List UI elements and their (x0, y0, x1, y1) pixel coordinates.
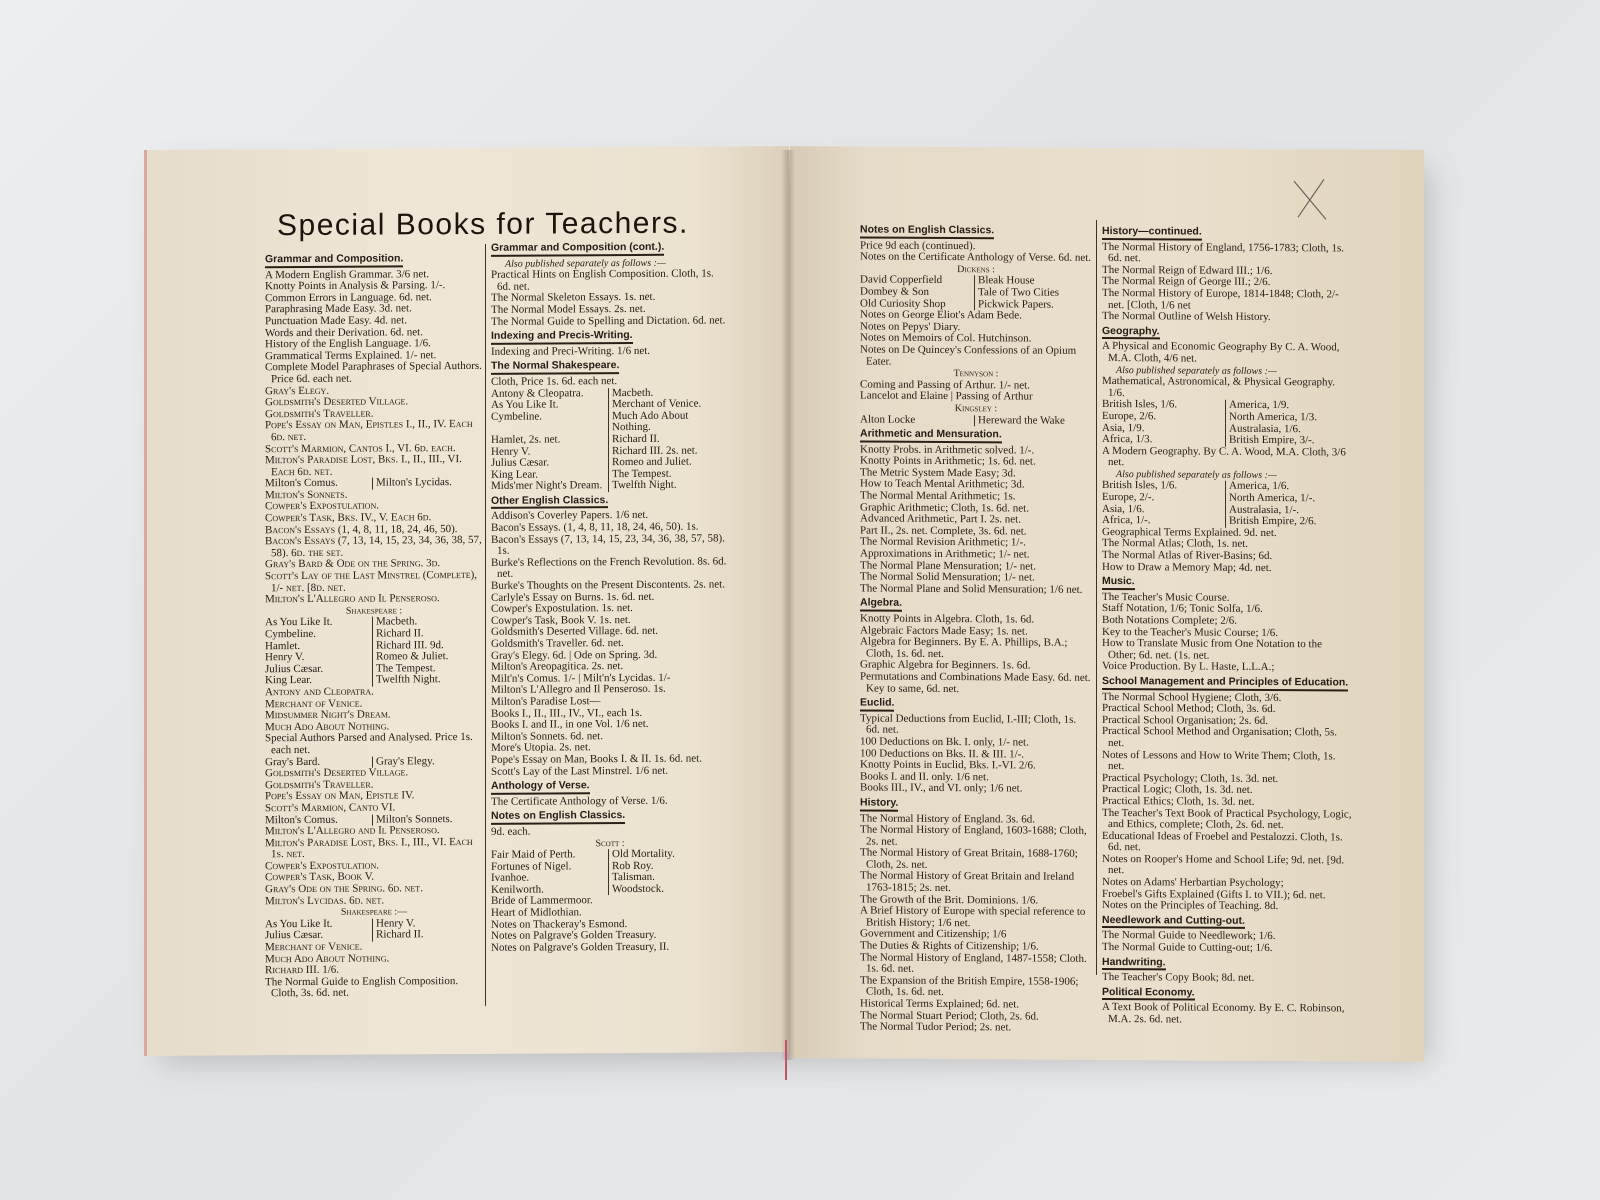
list-item: British Isles, 1/6. (1102, 479, 1178, 492)
heading-row (491, 777, 729, 797)
list-item: Notes on Rooper's Home and School Life; 9d. net. [9d. net. (1102, 852, 1345, 877)
list-item: The Normal Skeleton Essays. 1s. net. (491, 291, 656, 305)
list-item: Notes on the Certificate Anthology of Verse. 6d. net. (860, 250, 1092, 265)
list-item: The Normal History of Great Britain and Ireland 1763-1815; 2s. net. (860, 869, 1075, 895)
list-item: Fair Maid of Perth. (491, 848, 576, 861)
heading-row (1102, 673, 1352, 693)
heading-row (491, 807, 729, 827)
list-item: Cowper's Expostulation. (265, 500, 379, 513)
list-item: Goldsmith's Traveller. (265, 778, 374, 791)
list-item: As You Like It. (491, 398, 559, 411)
list-item: Notes on the Principles of Teaching. 8d. (1102, 899, 1279, 913)
list-item: The Normal Mental Arithmetic; 1s. (860, 489, 1016, 503)
left-page (144, 146, 789, 1056)
list-item: Practical Logic; Cloth, 1s. 3d. net. (1102, 783, 1253, 797)
list-item: Romeo & Juliet. (372, 651, 483, 663)
list-item: Graphic Algebra for Beginners. 1s. 6d. (860, 658, 1031, 672)
heading-row (860, 695, 1092, 715)
list-item: Bride of Lammermoor. (491, 894, 593, 908)
list-item: Practical Ethics; Cloth, 1s. 3d. net. (1102, 794, 1255, 808)
list-item: The Normal Tudor Period; 2s. net. (860, 1020, 1012, 1034)
list-item: The Normal Reign of George III.; 2/6. (1102, 275, 1271, 289)
list-item: Macbeth. (608, 387, 729, 399)
list-item: The Normal Outline of Welsh History. (1102, 310, 1271, 324)
list-item: 100 Deductions on Bks. II. & III. 1/-. (860, 747, 1025, 761)
list-item: Cymbeline. (265, 627, 317, 641)
list-item: The Normal Reign of Edward III.; 1/6. (1102, 263, 1273, 277)
section-heading: Algebra. (860, 598, 902, 612)
list-item: Richard II. (372, 628, 483, 640)
section-heading: History—continued. (1102, 226, 1202, 240)
list-item: Henry V. (491, 445, 531, 458)
list-item: Milton's Lycidas. (372, 477, 483, 489)
list-item: Also published separately as follows :— (1116, 364, 1277, 377)
list-item: The Normal Guide to Cutting-out; 1/6. (1102, 941, 1273, 955)
list-item: Practical Psychology; Cloth, 1s. 3d. net. (1102, 771, 1279, 785)
list-item: Books I. and II. only. 1/6 net. (860, 770, 989, 783)
list-item: The Normal History of England, 1603-1688; Cloth, 2s. net. (860, 823, 1087, 848)
list-item: The Normal Guide to English Composition. Cloth, 3s. 6d. net. (265, 974, 459, 1000)
column-1 (265, 250, 483, 1000)
list-item: The Teacher's Copy Book; 8d. net. (1102, 971, 1255, 985)
book-gutter (781, 150, 795, 1060)
list-item: Milton's Paradise Lost, Bks. I., III., VI. Each 1s. net. (265, 835, 473, 861)
list-item: Coming and Passing of Arthur. 1/- net. (860, 378, 1030, 392)
list-item: As You Like It. (265, 917, 333, 931)
section-heading: History. (860, 797, 898, 811)
list-item: Scott's Lay of the Last Minstrel. 1/6 net. (491, 764, 669, 778)
list-item: Notes of Lessons and How to Write Them; Cloth, 1s. net. (1102, 748, 1336, 773)
list-item: Rob Roy. (608, 860, 729, 872)
list-item: Mids'mer Night's Dream. (491, 479, 603, 493)
list-item: Talisman. (608, 872, 729, 884)
list-item: Books I., II., III., IV., VI., each 1s. (491, 706, 643, 720)
list-item: History of the English Language. 1/6. (265, 337, 431, 351)
list-item: Voice Production. By L. Haste, L.L.A.; (1102, 660, 1275, 674)
list-item: The Expansion of the British Empire, 1558-1906; Cloth, 1s. 6d. net. (860, 974, 1079, 999)
section-heading: Indexing and Precis-Writing. (491, 330, 633, 344)
list-item: Government and Citizenship; 1/6 (860, 927, 1007, 941)
list-item: Gray's Elegy. (372, 755, 483, 767)
list-item: Bacon's Essays (1, 4, 8, 11, 18, 24, 46, 50). (265, 522, 458, 536)
section-heading: Arithmetic and Mensuration. (860, 429, 1002, 443)
list-item: King Lear. (491, 468, 539, 481)
section-heading: Anthology of Verse. (491, 780, 590, 794)
list-item: Milton's Comus. (265, 477, 338, 490)
column-divider (1096, 220, 1097, 975)
list-item: Knotty Probs. in Arithmetic solved. 1/-. (860, 443, 1035, 457)
list-item: Cowper's Expostulation. 1s. net. (491, 602, 633, 616)
list-item: Hereward the Wake (974, 415, 1092, 427)
list-item: Practical School Organisation; 2s. 6d. (1102, 713, 1268, 727)
list-item: Permutations and Combinations Made Easy. 6d. net. Key to same, 6d. net. (860, 670, 1091, 695)
list-item: Much Ado About Nothing. (265, 952, 390, 965)
list-item: Lancelot and Elaine | Passing of Arthur (860, 389, 1033, 403)
list-item: Shakespeare :— (340, 906, 408, 919)
list-item: Bacon's Essays (7, 13, 14, 15, 23, 34, 36, 38, 57, 58). 6d. the set. (265, 534, 482, 560)
list-item: Africa, 1/-. (1102, 514, 1151, 527)
list-item: Burke's Reflections on the French Revolution. 8s. 6d. net. (491, 555, 727, 581)
list-item: Milton's Lycidas. 6d. net. (265, 894, 385, 907)
list-item: Ivanhoe. (491, 871, 530, 885)
section-heading: Euclid. (860, 698, 894, 712)
list-item: Merchant of Venice. (265, 940, 363, 954)
list-item: Goldsmith's Deserted Village. (265, 395, 409, 409)
list-item: Milton's L'Allegro and Il Penseroso. (265, 592, 440, 606)
list-item: Scott's Marmion, Cantos I., VI. 6d. each. (265, 441, 456, 455)
list-item: Practical School Method and Organisation; Cloth, 5s. net. (1102, 725, 1338, 750)
list-item: How to Draw a Memory Map; 4d. net. (1102, 560, 1272, 574)
list-item: Cowper's Task, Bks. IV., V. Each 6d. (265, 511, 432, 525)
list-item: British Isles, 1/6. (1102, 398, 1178, 411)
list-item: Approximations in Arithmetic; 1/- net. (860, 547, 1030, 561)
list-item: Cowper's Task, Book V. 1s. net. (491, 613, 631, 627)
list-item: Graphic Arithmetic; Cloth, 1s. 6d. net. (860, 501, 1029, 515)
list-item: Heart of Midlothian. (491, 906, 582, 919)
list-item: Paraphrasing Made Easy. 3d. net. (265, 302, 412, 316)
heading-row (491, 491, 729, 511)
list-item: Notes on Memoirs of Col. Hutchinson. (860, 331, 1032, 345)
list-item: Goldsmith's Traveller. (265, 407, 374, 420)
list-item: The Normal History of Europe, 1814-1848; Cloth, 2/- net. [Cloth, 1/6 net (1102, 286, 1339, 312)
list-item: How to Teach Mental Arithmetic; 3d. (860, 477, 1025, 491)
list-item: Milton's Sonnets. (372, 813, 483, 825)
list-item: Complete Model Paraphrases of Special Authors. Price 6d. each net. (265, 360, 482, 386)
list-item: Both Notations Complete; 2/6. (1102, 613, 1238, 627)
list-item: Practical School Method; Cloth, 3s. 6d. (1102, 702, 1276, 716)
list-item: Goldsmith's Deserted Village. (265, 766, 409, 780)
list-item: The Normal Solid Mensuration; 1/- net. (860, 570, 1035, 584)
list-item: The Growth of the Brit. Dominions. 1/6. (860, 893, 1039, 907)
list-item: Alton Locke (860, 412, 916, 426)
list-item: Richard II. (372, 929, 483, 941)
list-item: The Duties & Rights of Citizenship; 1/6. (860, 939, 1039, 953)
list-item: Milton's Paradise Lost, Bks. I., II., III., VI. Each 6d. net. (265, 453, 462, 478)
list-item: Cloth, Price 1s. 6d. each net. (491, 375, 618, 388)
list-item: As You Like It. (265, 616, 333, 629)
list-item: The Normal Atlas; Cloth, 1s. net. (1102, 537, 1249, 551)
list-item: Cymbeline. (491, 410, 543, 423)
heading-row (491, 238, 729, 258)
column-3 (860, 221, 1092, 1034)
section-heading: Political Economy. (1102, 987, 1195, 1001)
list-pair (491, 480, 729, 493)
list-item: The Tempest. (608, 468, 729, 480)
list-item: Scott's Marmion, Canto VI. (265, 801, 396, 815)
list-item: More's Utopia. 2s. net. (491, 741, 591, 755)
heading-row (860, 221, 1092, 241)
list-item: Gray's Elegy. 6d. | Ode on Spring. 3d. (491, 648, 658, 662)
list-item: Antony and Cleopatra. (265, 685, 374, 699)
list-item: Cowper's Expostulation. (265, 859, 379, 873)
section-heading: Grammar and Composition. (265, 253, 403, 267)
list-item: Typical Deductions from Euclid, I.-III; Cloth, 1s. 6d. net. (860, 712, 1077, 737)
list-item: Bacon's Essays. (1, 4, 8, 11, 18, 24, 46, 50). 1s. (491, 520, 699, 534)
list-item: Part II., 2s. net. Complete, 3s. 6d. net. (860, 524, 1027, 538)
list-item: Africa, 1/3. (1102, 433, 1153, 446)
list-item: British Empire, 2/6. (1225, 516, 1352, 528)
list-item: Europe, 2/6. (1102, 409, 1157, 423)
list-item: Hamlet. (265, 639, 301, 652)
section-heading: Handwriting. (1102, 957, 1166, 971)
list-item: Old Mortality. (608, 848, 729, 860)
list-item: The Normal Plane Mensuration; 1/- net. (860, 559, 1036, 573)
list-item: Tale of Two Cities (974, 287, 1092, 299)
list-item: The Normal Stuart Period; Cloth, 2s. 6d. (860, 1009, 1039, 1023)
list-item: British Empire, 3/-. (1225, 435, 1352, 447)
list-item: King Lear. (265, 674, 313, 687)
list-item: Books I. and II., in one Vol. 1/6 net. (491, 718, 649, 732)
list-item: Kenilworth. (491, 883, 544, 896)
list-item: Scott's Lay of the Last Minstrel (Complete), 1/- net. [8d. net. (265, 568, 478, 594)
list-item: Kingsley : (954, 402, 998, 415)
list-item: Knotty Points in Arithmetic; 1s. 6d. net. (860, 454, 1036, 468)
list-item: Old Curiosity Shop (860, 297, 946, 310)
list-item: Woodstock. (608, 883, 729, 895)
list-item: Knotty Points in Analysis & Parsing. 1/-. (265, 279, 446, 293)
list-item: Dickens : (957, 263, 995, 276)
list-item: Dombey & Son (860, 285, 930, 298)
section-heading: Geography. (1102, 326, 1160, 340)
list-item: America, 1/6. (1225, 481, 1352, 493)
list-item: Bleak House (974, 276, 1092, 288)
list-item: Goldsmith's Deserted Village. 6d. net. (491, 625, 659, 639)
list-item: The Normal History of Great Britain, 1688-1760; Cloth, 2s. net. (860, 846, 1078, 871)
list-item: Grammatical Terms Explained. 1/- net. (265, 348, 437, 362)
list-item: Punctuation Made Easy. 4d. net. (265, 314, 407, 328)
section-heading: Notes on English Classics. (491, 810, 625, 824)
page-title: Special Books for Teachers. (277, 206, 689, 243)
list-item: Notes on De Quincey's Confessions of an Opium Eater. (860, 343, 1077, 368)
list-item: Froebel's Gifts Explained (Gifts I. to VII.); 6d. net. (1102, 887, 1326, 901)
list-item: Milton's Paradise Lost— (491, 695, 601, 708)
list-item: Notes on Adams' Herbartian Psychology; (1102, 876, 1284, 890)
list-item: A Brief History of Europe with special reference to British History; 1/6 net. (860, 904, 1086, 930)
list-item: 9d. each. (491, 825, 531, 838)
list-item: The Teacher's Music Course. (1102, 590, 1230, 604)
list-item: Gray's Ode on the Spring. 6d. net. (265, 882, 423, 896)
list-item: Julius Cæsar. (265, 929, 324, 942)
list-item: North America, 1/3. (1225, 412, 1352, 424)
list-item: Much Ado About Nothing. (608, 410, 729, 434)
list-item: The Normal History of England. 3s. 6d. (860, 811, 1036, 826)
list-item: The Normal History of England, 1487-1558; Cloth. 1s. 6d. net. (860, 951, 1087, 976)
list-item: The Certificate Anthology of Verse. 1/6. (491, 794, 668, 808)
list-item: David Copperfield (860, 273, 943, 287)
list-item: Milton's Comus. (265, 813, 338, 826)
list-item: Historical Terms Explained; 6d. net. (860, 997, 1020, 1011)
list-item: The Normal Model Essays. 2s. net. (491, 302, 646, 316)
list-item: Burke's Thoughts on the Present Discontents. 2s. net. (491, 578, 725, 592)
section-heading: Needlework and Cutting-out. (1102, 915, 1245, 929)
list-item: Notes on Pepys' Diary. (860, 320, 961, 333)
list-item: Price 9d each (continued). (860, 239, 976, 252)
list-item: Asia, 1/9. (1102, 421, 1145, 434)
list-item: Pope's Essay on Man, Epistles I., II., IV. Each 6d. net. (265, 418, 473, 444)
list-item: Julius Cæsar. (265, 662, 324, 676)
list-item: Common Errors in Language. 6d. net. (265, 290, 432, 305)
list-item: Richard III. 2s. net. (608, 445, 729, 457)
list-item: Shakespeare : (345, 605, 403, 617)
list-item: Julius Cæsar. (491, 456, 550, 469)
list-item: Geographical Terms Explained. 9d. net. (1102, 525, 1277, 539)
list-item: 100 Deductions on Bk. I. only, 1/- net. (860, 735, 1029, 749)
list-item: Richard III. 1/6. (265, 963, 340, 977)
list-item: Merchant of Venice. (608, 399, 729, 411)
list-item: Tennyson : (953, 368, 999, 380)
list-item: Romeo and Juliet. (608, 456, 729, 468)
list-item: Macbeth. (372, 616, 483, 628)
list-item: The Teacher's Text Book of Practical Psychology, Logic, and Ethics, complete; Cloth, 2s. 6d. net. (1102, 806, 1352, 832)
section-heading: Notes on English Classics. (860, 224, 994, 238)
list-item: Books III., IV., and VI. only; 1/6 net. (860, 781, 1023, 795)
list-item: Asia, 1/6. (1102, 502, 1145, 515)
heading-row (265, 250, 483, 270)
list-item: Henry V. (265, 651, 305, 664)
heading-row (860, 426, 1092, 446)
list-item: The Normal History of England, 1756-1783; Cloth, 1s. 6d. net. (1102, 240, 1344, 265)
list-item: Pope's Essay on Man, Books I. & II. 1s. 6d. net. (491, 752, 702, 766)
list-item: Pickwick Papers. (974, 299, 1092, 311)
list-item: Antony & Cleopatra. (491, 386, 584, 400)
list-item: The Metric System Made Easy; 3d. (860, 466, 1016, 480)
column-4 (1102, 223, 1352, 1027)
list-item: Scott : (595, 837, 625, 849)
list-item: Milton's Sonnets. (265, 488, 348, 502)
list-item: Advanced Arithmetic, Part I. 2s. net. (860, 512, 1021, 526)
list-item: Mathematical, Astronomical, & Physical Geography. 1/6. (1102, 375, 1335, 399)
list-item: North America, 1/-. (1225, 493, 1352, 505)
list-item: Europe, 2/-. (1102, 491, 1155, 504)
heading-row (1102, 223, 1352, 243)
list-item: Knotty Points in Euclid, Bks. I.-VI. 2/6. (860, 758, 1036, 772)
list-item: Milt'n's Comus. 1/- | Milt'n's Lycidas. 1/- (491, 671, 671, 685)
list-item: Twelfth Night. (608, 480, 729, 492)
list-item: The Normal School Hygiene; Cloth, 3/6. (1102, 690, 1282, 704)
list-item: Richard III. 9d. (372, 639, 483, 651)
list-item: Hamlet, 2s. net. (491, 433, 561, 446)
list-item: Special Authors Parsed and Analysed. Price 1s. each net. (265, 731, 473, 757)
binding-thread (785, 1040, 787, 1080)
list-item: A Modern Geography. By C. A. Wood, M.A. Cloth, 3/6 net. (1102, 444, 1346, 469)
section-heading: Other English Classics. (491, 495, 608, 509)
list-item: The Tempest. (372, 663, 483, 675)
list-item: Notes on George Eliot's Adam Bede. (860, 308, 1022, 322)
list-item: Algebraic Factors Made Easy; 1s. net. (860, 624, 1028, 638)
list-item: Also published separately as follows :— (505, 257, 666, 270)
list-item: Much Ado About Nothing. (265, 720, 390, 733)
list-item: A Modern English Grammar. 3/6 net. (265, 267, 430, 281)
pencil-x-mark (1290, 177, 1330, 223)
list-item: Goldsmith's Traveller. 6d. net. (491, 637, 624, 650)
section-heading: Grammar and Composition (cont.). (491, 242, 664, 257)
list-item: Practical Hints on English Composition. Cloth, 1s. 6d. net. (491, 267, 714, 293)
list-item: Notes on Palgrave's Golden Treasury. (491, 929, 657, 943)
list-item: Cowper's Task, Book V. (265, 871, 375, 884)
section-heading: Music. (1102, 576, 1135, 590)
list-item: Milton's Areopagitica. 2s. net. (491, 660, 624, 674)
list-item: Key to the Teacher's Music Course; 1/6. (1102, 625, 1279, 639)
list-item: A Physical and Economic Geography By C. A. Wood, M.A. Cloth, 4/6 net. (1102, 340, 1340, 365)
list-item: Merchant of Venice. (265, 697, 363, 710)
list-item: Milton's Sonnets. 6d. net. (491, 729, 603, 743)
list-item: Addison's Coverley Papers. 1/6 net. (491, 509, 649, 523)
list-item: The Normal Atlas of River-Basins; 6d. (1102, 549, 1273, 563)
list-item: Gray's Bard. (265, 755, 321, 768)
list-item: Knotty Points in Algebra. Cloth, 1s. 6d. (860, 612, 1035, 626)
heading-row (491, 357, 729, 377)
heading-row (860, 794, 1092, 814)
list-item: A Text Book of Political Economy. By E. C. Robinson, M.A. 2s. 6d. net. (1102, 1001, 1345, 1026)
section-heading: School Management and Principles of Education. (1102, 676, 1348, 691)
list-item: The Normal Guide to Needlework; 1/6. (1102, 929, 1276, 943)
list-item: America, 1/9. (1225, 400, 1352, 412)
list-item: Twelfth Night. (372, 674, 483, 686)
list-item: Carlyle's Essay on Burns. 1s. 6d. net. (491, 590, 655, 604)
list-item: The Normal Revision Arithmetic; 1/-. (860, 535, 1026, 549)
list-item: The Normal Plane and Solid Mensuration; 1/6 net. (860, 582, 1083, 596)
list-item: How to Translate Music from One Notation to the Other; 6d. net. (1s. net. (1102, 637, 1322, 662)
list-item: Indexing and Preci-Writing. 1/6 net. (491, 344, 651, 358)
list-item: Staff Notation, 1/6; Tonic Solfa, 1/6. (1102, 602, 1263, 616)
list-item: Pope's Essay on Man, Epistle IV. (265, 789, 415, 803)
list-item: Words and their Derivation. 6d. net. (265, 325, 423, 339)
list-pair (491, 410, 729, 435)
list-item: Notes on Thackeray's Esmond. (491, 917, 628, 931)
list-item: Also published separately as follows :— (1116, 468, 1277, 481)
list-item: Milton's L'Allegro and Il Penseroso. 1s. (491, 683, 666, 697)
list-item: Henry V. (372, 918, 483, 930)
list-item: Gray's Bard & Ode on the Spring. 3d. (265, 557, 441, 571)
list-item: Milton's L'Allegro and Il Penseroso. (265, 824, 440, 838)
list-item: Educational Ideas of Froebel and Pestalozzi. Cloth, 1s. 6d. net. (1102, 829, 1343, 854)
list-item: Australasia, 1/6. (1225, 423, 1352, 435)
heading-row (491, 327, 729, 347)
list-item: Richard II. (608, 433, 729, 445)
list-item: Midsummer Night's Dream. (265, 708, 391, 722)
section-heading: The Normal Shakespeare. (491, 360, 619, 374)
list-item: Australasia, 1/-. (1225, 504, 1352, 516)
list-item: Notes on Palgrave's Golden Treasury, II. (491, 940, 670, 954)
column-2 (491, 238, 729, 954)
list-item: Gray's Elegy. (265, 384, 330, 397)
list-item: Fortunes of Nigel. (491, 860, 572, 873)
list-item: Bacon's Essays (7, 13, 14, 15, 23, 34, 36, 38, 57, 58). 1s. (491, 532, 725, 558)
right-page (790, 146, 1424, 1062)
list-item: The Normal Guide to Spelling and Dictation. 6d. net. (491, 313, 726, 328)
column-divider (485, 244, 486, 1006)
list-item: Algebra for Beginners. By E. A. Phillips, B.A.; Cloth, 1s. 6d. net. (860, 635, 1068, 660)
